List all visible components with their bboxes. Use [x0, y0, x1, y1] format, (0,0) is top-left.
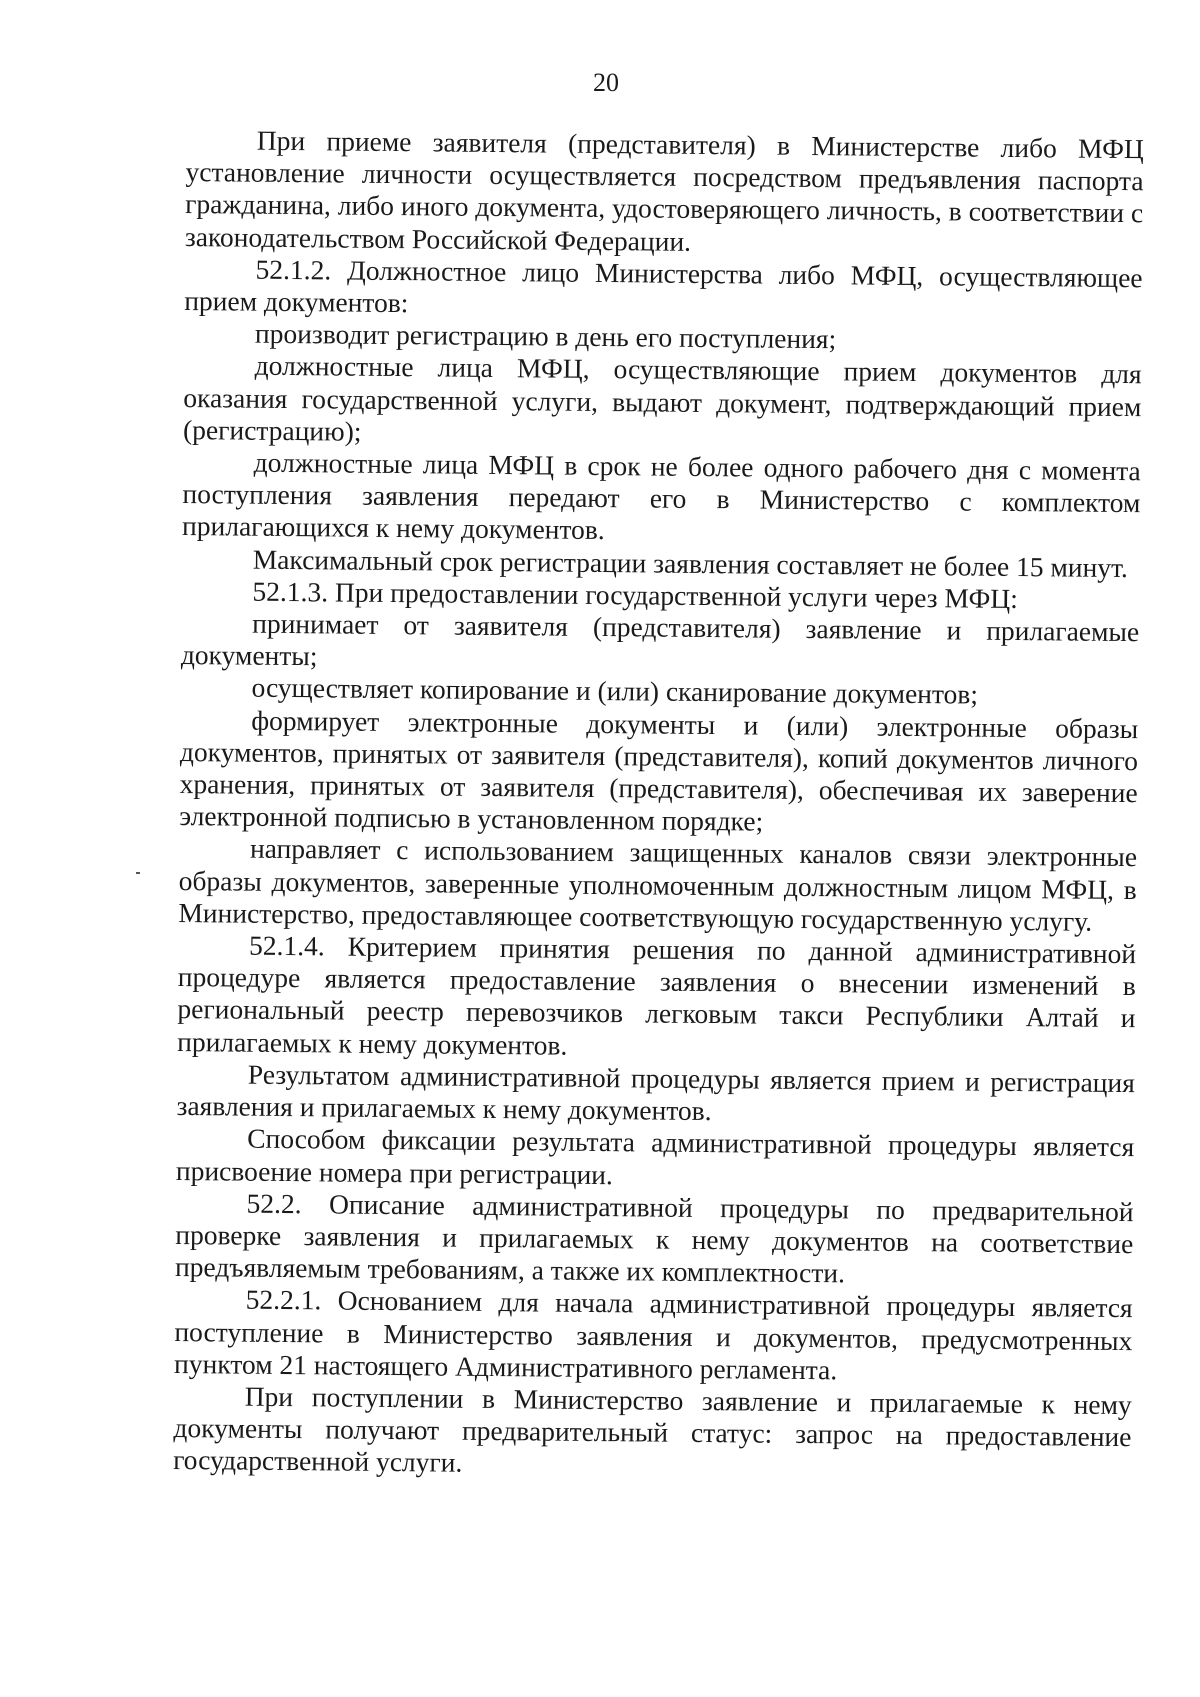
paragraph-52-2: 52.2. Описание административной процедуры по предварительной проверке заявления и прилагаемых к нему документов на соответствие предъявляемым требованиям, а также их комплектности. — [174, 1187, 1134, 1289]
document-body — [173, 124, 1144, 1486]
paragraph-52-1-4: 52.1.4. Критерием принятия решения по данной административной процедуре является предоставление заявления о внесении изменений в региональный реестр перевозчиков легковым такси Республики Алтай и прилагаемых к нему документов. — [177, 929, 1137, 1061]
paragraph-mfc-receipt: должностные лица МФЦ, осуществляющие прием документов для оказания государственной услуги, выдают документ, подтверждающий прием (регистрацию); — [182, 350, 1142, 447]
paragraph-result: Результатом административной процедуры является прием и регистрация заявления и прилагаемых к нему документов. — [176, 1058, 1135, 1127]
paragraph-identity-verification: При приеме заявителя (представителя) в Министерстве либо МФЦ установление личности осуществляется посредством предъявления паспорта гражданина, либо иного документа, удостоверяющего личность, в соответствии с законодательством Российской Федерации. — [184, 124, 1144, 257]
paragraph-sends-electronic-images: направляет с использованием защищенных каналов связи электронные образы документов, заверенные уполномоченным должностным лицом МФЦ, в Министерство, предоставляющее соответствующую государственную услугу. — [178, 833, 1138, 937]
paragraph-accepts-application: принимает от заявителя (представителя) заявление и прилагаемые документы; — [180, 607, 1140, 672]
paragraph-registration-day: производит регистрацию в день его поступления; — [254, 317, 837, 355]
paragraph-52-1-2: 52.1.2. Должностное лицо Министерства либо МФЦ, осуществляющее прием документов: — [184, 253, 1143, 319]
paragraph-mfc-transfer: должностные лица МФЦ в срок не более одного рабочего дня с момента поступления заявления передают его в Министерство с комплектом прилагающихся к нему документов. — [181, 446, 1141, 546]
paragraph-forms-electronic-docs: формирует электронные документы и (или) электронные образы документов, принятых от заявителя (представителя), копий документов личного хранения, принятых от заявителя (представителя), обеспечивая их заверение электронной подписью в установленном порядке; — [179, 704, 1139, 837]
paragraph-preliminary-status: При поступлении в Министерство заявление и прилагаемые к нему документы получают предварительный статус: запрос на предоставление государственной услуги. — [173, 1380, 1132, 1479]
paragraph-52-1-3: 52.1.3. При предоставлении государственной услуги через МФЦ: — [252, 575, 1018, 614]
paragraph-52-2-1: 52.2.1. Основанием для начала административной процедуры является поступление в Министерство заявления и документов, предусмотренных пунктом 21 настоящего Административного регламента. — [173, 1283, 1133, 1386]
paragraph-max-registration-time: Максимальный срок регистрации заявления составляет не более 15 минут. — [252, 543, 1129, 583]
paragraph-copying-scanning: осуществляет копирование и (или) сканирование документов; — [251, 672, 979, 711]
page-number: 20 — [593, 68, 619, 97]
scan-mark — [136, 872, 140, 874]
paragraph-fixation-method: Способом фиксации результата административной процедуры является присвоение номера при регистрации. — [175, 1122, 1135, 1190]
